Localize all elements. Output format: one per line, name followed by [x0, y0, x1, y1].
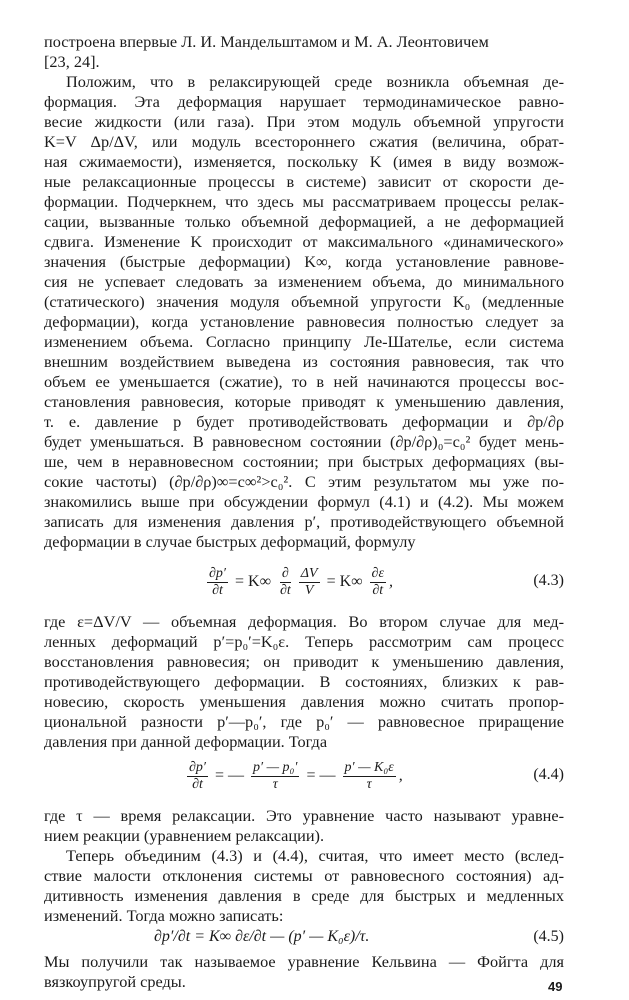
equation-number: (4.4): [533, 766, 564, 783]
text-line: весие жидкости (или газа). При этом модуль объемной упругости: [44, 112, 564, 131]
text-line: сокие частоты) (∂p/∂ρ)∞=c∞²>c₀². С этим результатом мы уже по-: [44, 472, 564, 491]
text-line: ствие малости отклонения системы от равновесного состояния) ад-: [44, 866, 564, 885]
text-line: Теперь объединим (4.3) и (4.4), считая, что имеет место (вслед-: [66, 846, 564, 865]
text-line: противодействующего деформации. В состояниях, близких к рав-: [44, 672, 564, 691]
text-line: изменением объема. Согласно принципу Ле-Шателье, если система: [44, 332, 564, 351]
equation-number: (4.3): [533, 572, 564, 589]
text-line: значения (быстрые деформации) K∞, когда установление равнове-: [44, 252, 564, 271]
text-line: формация. Эта деформация нарушает термодинамическое равно-: [44, 92, 564, 111]
text-line: знакомились выше при обсуждении формул (4.1) и (4.2). Мы можем: [44, 492, 564, 511]
text-line: сия не успевает следовать за изменением объема, до минимального: [44, 272, 564, 291]
text-line: ше, чем в неравновесном состоянии; при быстрых деформациях (вы-: [44, 452, 564, 471]
equation-4-5: [44, 928, 564, 950]
equation-4-4: $\frac{\partial p'}{\partial t}$ = — $\frac{\text{p′ — p₀′}}{\tau}$ = — $\frac{\text{p′ — K₀ε}}{\tau}$ , (4.4): [189, 759, 564, 792]
text-line: формации. Подчеркнем, что здесь мы рассматриваем процессы релак-: [44, 192, 564, 211]
fraction: $\frac{\partial p'}{\partial t}$: [189, 759, 206, 792]
text-line: т. е. давление p будет противодействовать деформации и ∂p/∂ρ: [44, 412, 564, 431]
text-line: новесию, скорость уменьшения давления можно считать пропор-: [44, 692, 564, 711]
text-line: дитивность изменения давления в среде для быстрых и медленных: [44, 886, 564, 905]
text-line: деформации), когда установление равновесия полностью следует за: [44, 312, 564, 331]
text-line: ленных деформаций p′=p₀′=K₀ε. Теперь рассмотрим сам процесс: [44, 632, 564, 651]
text-line: где τ — время релаксации. Это уравнение часто называют уравне-: [44, 806, 564, 825]
text-line: деформации в случае быстрых деформаций, формулу: [44, 532, 416, 551]
text-line: Мы получили так называемое уравнение Кельвина — Фойгта для: [44, 952, 564, 971]
text-line: ные релаксационные процессы в системе) зависит от скорости де-: [44, 172, 564, 191]
equation-4-3: $\frac{\partial p'}{\partial t}$ = K∞ $\frac{\partial}{\partial t}$ $\frac{\Delta V}{V}$ = K∞ $\frac{\partial\varepsilon}{\partial t}$ , (4.3): [209, 565, 564, 598]
text-line: вязкоупругой среды.: [44, 972, 186, 991]
text-line: будет уменьшаться. В равновесном состоянии (∂p/∂ρ)₀=c₀² будет мень-: [44, 432, 564, 451]
text-line: циональной разности p′—p₀′, где p₀′ — равновесное приращение: [44, 712, 564, 731]
text-line: записать для изменения давления p′, противодействующего объемной: [44, 512, 564, 531]
text-line: построена впервые Л. И. Мандельштамом и М. А. Леонтовичем: [44, 32, 489, 51]
text-line: [23, 24].: [44, 52, 100, 71]
equation-number: (4.5): [533, 928, 564, 945]
text-line: внешним воздействием выведена из состояния равновесия, так что: [44, 352, 564, 371]
text-line: Положим, что в релаксирующей среде возникла объемная де-: [66, 72, 564, 91]
text-line: ная сжимаемости), изменяется, поскольку K (имея в виду возмож-: [44, 152, 564, 171]
fraction: $\frac{\text{p′ — p₀′}}{\tau}$: [253, 759, 298, 792]
text-line: нием реакции (уравнением релаксации).: [44, 826, 325, 845]
fraction: $\frac{\partial p'}{\partial t}$: [209, 565, 226, 598]
text-line: где ε=ΔV/V — объемная деформация. Во втором случае для мед-: [44, 612, 564, 631]
fraction: $\frac{\text{p′ — K₀ε}}{\tau}$: [344, 759, 394, 792]
text-line: изменений. Тогда можно записать:: [44, 906, 284, 925]
fraction: $\frac{\partial}{\partial t}$: [279, 565, 291, 598]
text-line: становления равновесия, которые приводят к уменьшению давления,: [44, 392, 564, 411]
equation-body: ∂p′/∂t = K∞ ∂ε/∂t — (p′ — K₀ε)/τ.: [154, 928, 370, 945]
text-line: давления при данной деформации. Тогда: [44, 732, 328, 751]
text-line: сации, вызванные только объемной деформацией, а не деформацией: [44, 212, 564, 231]
fraction: $\frac{\partial\varepsilon}{\partial t}$: [371, 565, 384, 598]
text-line: (статического) значения модуля объемной упругости K₀ (медленные: [44, 292, 564, 311]
text-line: сдвига. Изменение K происходит от максимального «динамического»: [44, 232, 564, 251]
page-number: 49: [548, 979, 563, 994]
text-line: объем ее уменьшается (сжатие), то в ней начинаются процессы вос-: [44, 372, 564, 391]
text-line: K=V Δp/ΔV, или модуль всестороннего сжатия (величина, обрат-: [44, 132, 564, 151]
fraction: $\frac{\Delta V}{V}$: [300, 565, 318, 598]
text-line: восстановления равновесия; он приводит к уменьшению давления,: [44, 652, 564, 671]
